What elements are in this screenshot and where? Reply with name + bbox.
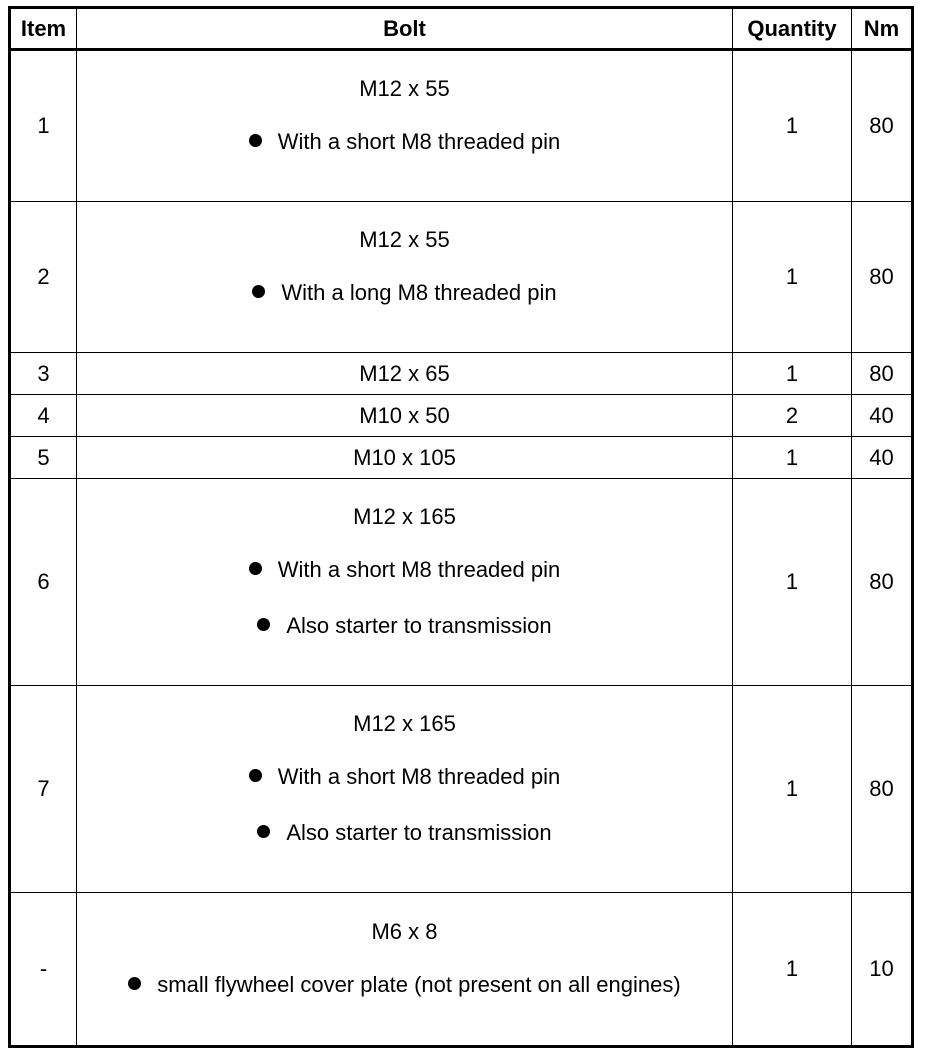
item-cell: 6 bbox=[10, 479, 77, 686]
bolt-cell bbox=[77, 686, 733, 893]
quantity-cell: 1 bbox=[733, 50, 852, 202]
bolt-cell bbox=[77, 479, 733, 686]
bullet-icon bbox=[128, 977, 141, 990]
note-line bbox=[128, 972, 680, 997]
header-row bbox=[10, 8, 913, 50]
table-row bbox=[10, 50, 913, 202]
bolt-cell: M10 x 105 bbox=[77, 437, 733, 479]
header-item: Item bbox=[10, 8, 77, 50]
note-text: With a short M8 threaded pin bbox=[277, 764, 561, 790]
nm-cell: 40 bbox=[852, 395, 913, 437]
nm-cell: 80 bbox=[852, 202, 913, 353]
item-cell: 5 bbox=[10, 437, 77, 479]
note-line bbox=[249, 129, 560, 154]
bolt-cell: M10 x 50 bbox=[77, 395, 733, 437]
note-line bbox=[249, 820, 560, 845]
note-text: With a long M8 threaded pin bbox=[281, 280, 557, 305]
nm-cell: 10 bbox=[852, 893, 913, 1047]
item-cell: - bbox=[10, 893, 77, 1047]
bolt-cell bbox=[77, 893, 733, 1047]
note-text: small flywheel cover plate (not present on all engines) bbox=[157, 972, 681, 997]
quantity-cell: 1 bbox=[733, 353, 852, 395]
table-row bbox=[10, 437, 913, 479]
note-line bbox=[249, 613, 560, 638]
note-text: Also starter to transmission bbox=[286, 819, 552, 845]
table-row bbox=[10, 395, 913, 437]
nm-cell: 40 bbox=[852, 437, 913, 479]
bolt-size: M12 x 165 bbox=[353, 504, 456, 530]
nm-cell: 80 bbox=[852, 686, 913, 893]
bolt-cell: M12 x 65 bbox=[77, 353, 733, 395]
table-row bbox=[10, 686, 913, 893]
table-row bbox=[10, 893, 913, 1047]
bullet-icon bbox=[257, 618, 270, 631]
header-bolt: Bolt bbox=[77, 8, 733, 50]
bolt-size: M6 x 8 bbox=[371, 918, 438, 944]
bullet-icon bbox=[257, 825, 270, 838]
item-cell: 3 bbox=[10, 353, 77, 395]
quantity-cell: 1 bbox=[733, 437, 852, 479]
header-quantity: Quantity bbox=[733, 8, 852, 50]
note-text: With a short M8 threaded pin bbox=[277, 557, 561, 583]
bolt-cell bbox=[77, 202, 733, 353]
bullet-icon bbox=[249, 134, 262, 147]
table-row bbox=[10, 353, 913, 395]
note-text: With a short M8 threaded pin bbox=[277, 129, 561, 154]
bullet-icon bbox=[252, 285, 265, 298]
item-cell: 1 bbox=[10, 50, 77, 202]
nm-cell: 80 bbox=[852, 479, 913, 686]
bolt-size: M12 x 165 bbox=[353, 711, 456, 737]
header-nm: Nm bbox=[852, 8, 913, 50]
note-line bbox=[249, 557, 560, 582]
item-cell: 7 bbox=[10, 686, 77, 893]
bolt-size: M12 x 55 bbox=[359, 75, 450, 101]
bolt-size: M12 x 55 bbox=[359, 226, 450, 252]
quantity-cell: 1 bbox=[733, 479, 852, 686]
bolt-cell bbox=[77, 50, 733, 202]
note-line bbox=[252, 280, 556, 305]
nm-cell: 80 bbox=[852, 50, 913, 202]
table-row bbox=[10, 202, 913, 353]
bullet-icon bbox=[249, 562, 262, 575]
nm-cell: 80 bbox=[852, 353, 913, 395]
note-line bbox=[249, 764, 560, 789]
quantity-cell: 1 bbox=[733, 686, 852, 893]
item-cell: 4 bbox=[10, 395, 77, 437]
quantity-cell: 1 bbox=[733, 202, 852, 353]
bolt-torque-table bbox=[8, 6, 914, 1048]
quantity-cell: 2 bbox=[733, 395, 852, 437]
quantity-cell: 1 bbox=[733, 893, 852, 1047]
table-row bbox=[10, 479, 913, 686]
bullet-icon bbox=[249, 769, 262, 782]
note-text: Also starter to transmission bbox=[286, 612, 552, 638]
item-cell: 2 bbox=[10, 202, 77, 353]
